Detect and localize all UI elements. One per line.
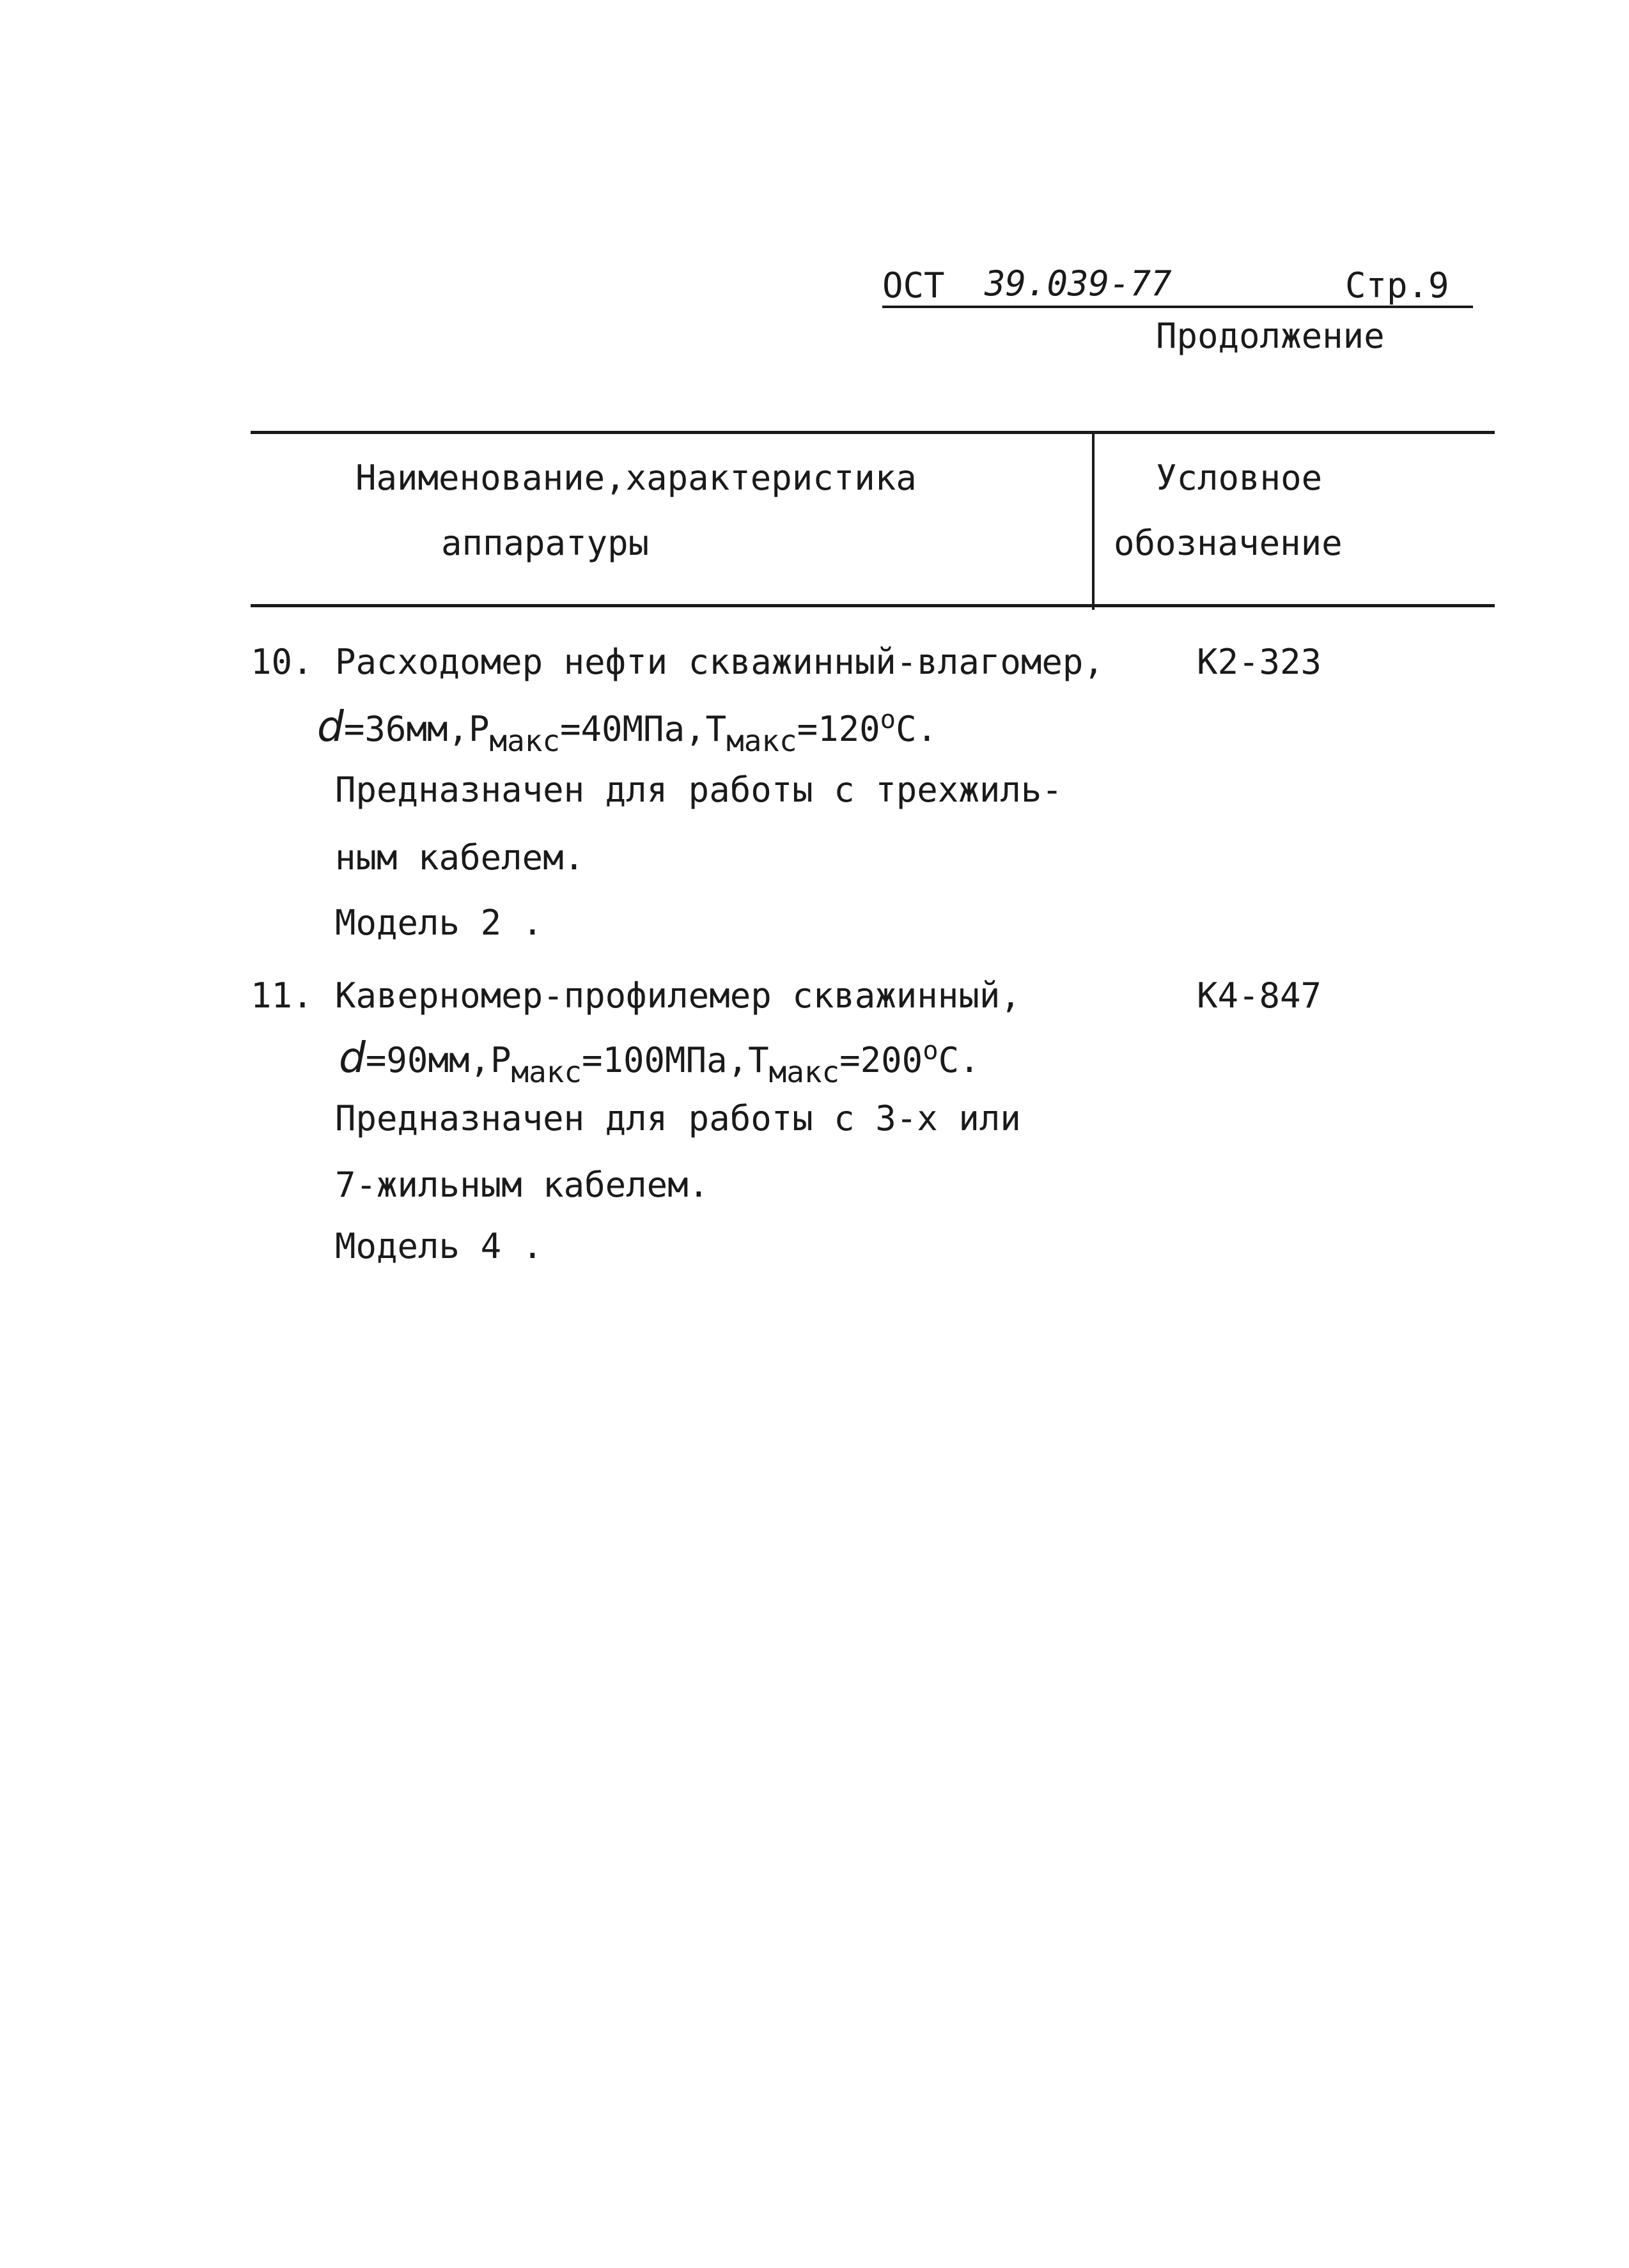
device-description: Предназначен для работы с трехжиль- — [335, 770, 1063, 810]
device-description-line2: ным кабелем. — [335, 837, 585, 878]
temperature-unit: C. — [896, 709, 938, 749]
diameter-value: =90мм, — [365, 1040, 490, 1080]
column-header-symbol: Условное — [1156, 458, 1323, 498]
diameter-symbol: d — [339, 1033, 366, 1082]
table-column-divider — [1092, 431, 1095, 610]
page-number: Стр.9 — [1345, 265, 1449, 306]
header-underline — [882, 306, 1473, 308]
device-description-line2: 7-жильным кабелем. — [335, 1165, 710, 1205]
device-parameters — [317, 702, 937, 758]
temperature-subscript: макс — [768, 1055, 840, 1090]
degree-mark: o — [880, 703, 896, 734]
diameter-symbol: d — [317, 702, 344, 751]
row-number: 10. — [251, 642, 313, 682]
device-title: Каверномер-профилемер скважинный, — [335, 975, 1021, 1016]
temperature-value: =200 — [839, 1040, 923, 1080]
pressure-value: =40МПа, — [560, 709, 706, 749]
standard-prefix: ОСТ — [882, 265, 945, 306]
temperature-unit: C. — [938, 1040, 980, 1080]
temperature-subscript: макс — [726, 724, 797, 759]
row-number: 11. — [251, 975, 313, 1016]
device-model: Модель 2 . — [335, 903, 543, 943]
device-model: Модель 4 . — [335, 1226, 543, 1266]
table-top-rule — [251, 431, 1495, 434]
column-header-symbol-line2: обозначение — [1114, 523, 1343, 563]
temperature-label: T — [748, 1040, 769, 1080]
column-header-name-line2: аппаратуры — [441, 523, 650, 563]
table-header-rule — [251, 604, 1495, 607]
device-code: К4-847 — [1197, 975, 1322, 1016]
pressure-label: P — [490, 1040, 511, 1080]
device-code: К2-323 — [1197, 642, 1322, 682]
pressure-subscript: макс — [511, 1055, 582, 1090]
device-title: Расходомер нефти скважинный-влагомер, — [335, 642, 1104, 682]
temperature-value: =120 — [797, 709, 880, 749]
pressure-label: P — [468, 709, 490, 749]
column-header-name: Наименование,характеристика — [355, 458, 917, 498]
degree-mark: o — [923, 1034, 939, 1066]
diameter-value: =36мм, — [343, 709, 469, 749]
device-description: Предназначен для работы с 3-х или — [335, 1098, 1021, 1138]
device-parameters — [339, 1033, 980, 1089]
continuation-label: Продолжение — [1156, 316, 1385, 356]
pressure-value: =100МПа, — [582, 1040, 749, 1080]
pressure-subscript: макс — [489, 724, 561, 759]
temperature-label: T — [705, 709, 727, 749]
standard-number: 39.039-77 — [985, 263, 1172, 304]
